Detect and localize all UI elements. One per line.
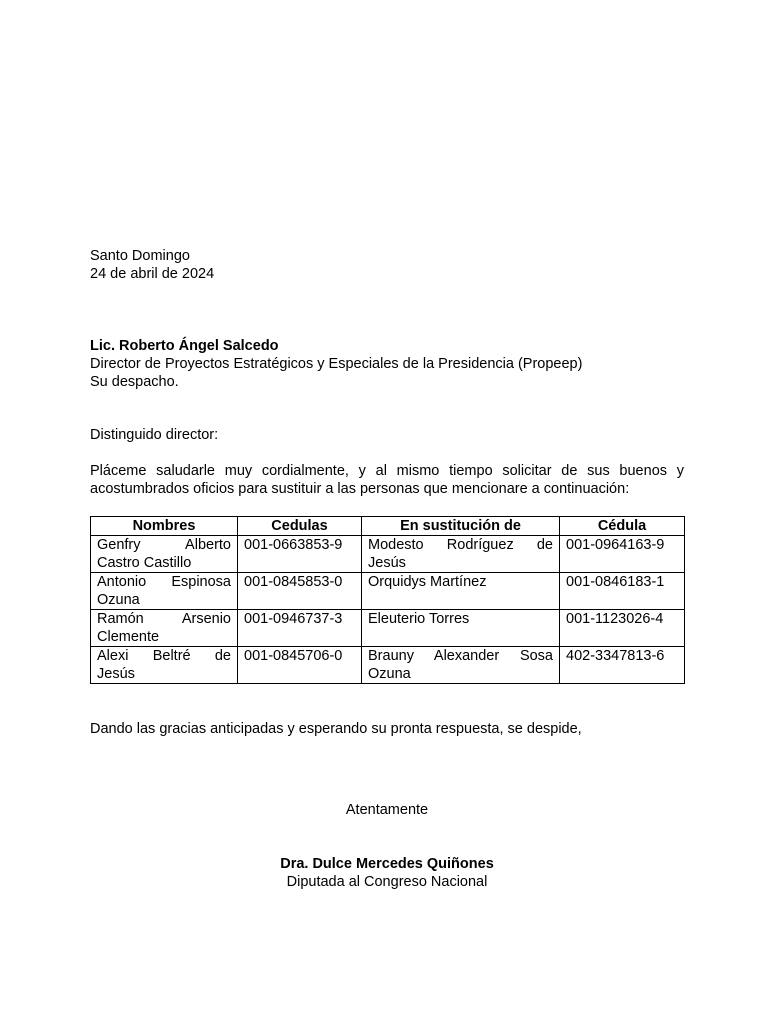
- cell-sustitucion: Orquidys Martínez: [362, 573, 560, 610]
- header-nombres: Nombres: [91, 517, 238, 536]
- table-row: [91, 536, 685, 573]
- recipient-title: Director de Proyectos Estratégicos y Especiales de la Presidencia (Propeep): [90, 356, 583, 372]
- cell-cedula-sustituido: 001-1123026-4: [560, 610, 685, 647]
- cell-sustitucion: Eleuterio Torres: [362, 610, 560, 647]
- header-cedulas: Cedulas: [238, 517, 362, 536]
- table-row: [91, 610, 685, 647]
- substitution-table: [90, 516, 685, 684]
- cell-nombre: Genfry Alberto Castro Castillo: [91, 536, 238, 573]
- date: 24 de abril de 2024: [90, 266, 215, 282]
- cell-cedula: 001-0845853-0: [238, 573, 362, 610]
- closing-text: Dando las gracias anticipadas y esperando su pronta respuesta, se despide,: [90, 721, 582, 737]
- body-paragraph: Pláceme saludarle muy cordialmente, y al mismo tiempo solicitar de sus buenos y acostumbrados oficios para sustituir a las personas que mencionare a continuación:: [90, 463, 684, 497]
- cell-cedula: 001-0663853-9: [238, 536, 362, 573]
- cell-cedula: 001-0845706-0: [238, 647, 362, 684]
- signature-block: [90, 855, 684, 891]
- cell-sustitucion: Brauny Alexander Sosa Ozuna: [362, 647, 560, 684]
- valediction: Atentamente: [345, 802, 429, 818]
- salutation: Distinguido director:: [90, 427, 219, 443]
- cell-nombre: Ramón Arsenio Clemente: [91, 610, 238, 647]
- header-cedula: Cédula: [560, 517, 685, 536]
- letter-page: [90, 247, 684, 891]
- table-row: [91, 647, 685, 684]
- signer-title: Diputada al Congreso Nacional: [286, 874, 488, 890]
- cell-cedula: 001-0946737-3: [238, 610, 362, 647]
- signer-name: Dra. Dulce Mercedes Quiñones: [280, 856, 494, 872]
- recipient-name: Lic. Roberto Ángel Salcedo: [90, 338, 279, 354]
- table-row: [91, 573, 685, 610]
- cell-sustitucion: Modesto Rodríguez de Jesús: [362, 536, 560, 573]
- cell-nombre: Antonio Espinosa Ozuna: [91, 573, 238, 610]
- cell-cedula-sustituido: 001-0964163-9: [560, 536, 685, 573]
- header-sustitucion: En sustitución de: [362, 517, 560, 536]
- recipient-office: Su despacho.: [90, 374, 179, 390]
- table-header-row: [91, 517, 685, 536]
- cell-cedula-sustituido: 402-3347813-6: [560, 647, 685, 684]
- cell-cedula-sustituido: 001-0846183-1: [560, 573, 685, 610]
- city: Santo Domingo: [90, 248, 190, 264]
- cell-nombre: Alexi Beltré de Jesús: [91, 647, 238, 684]
